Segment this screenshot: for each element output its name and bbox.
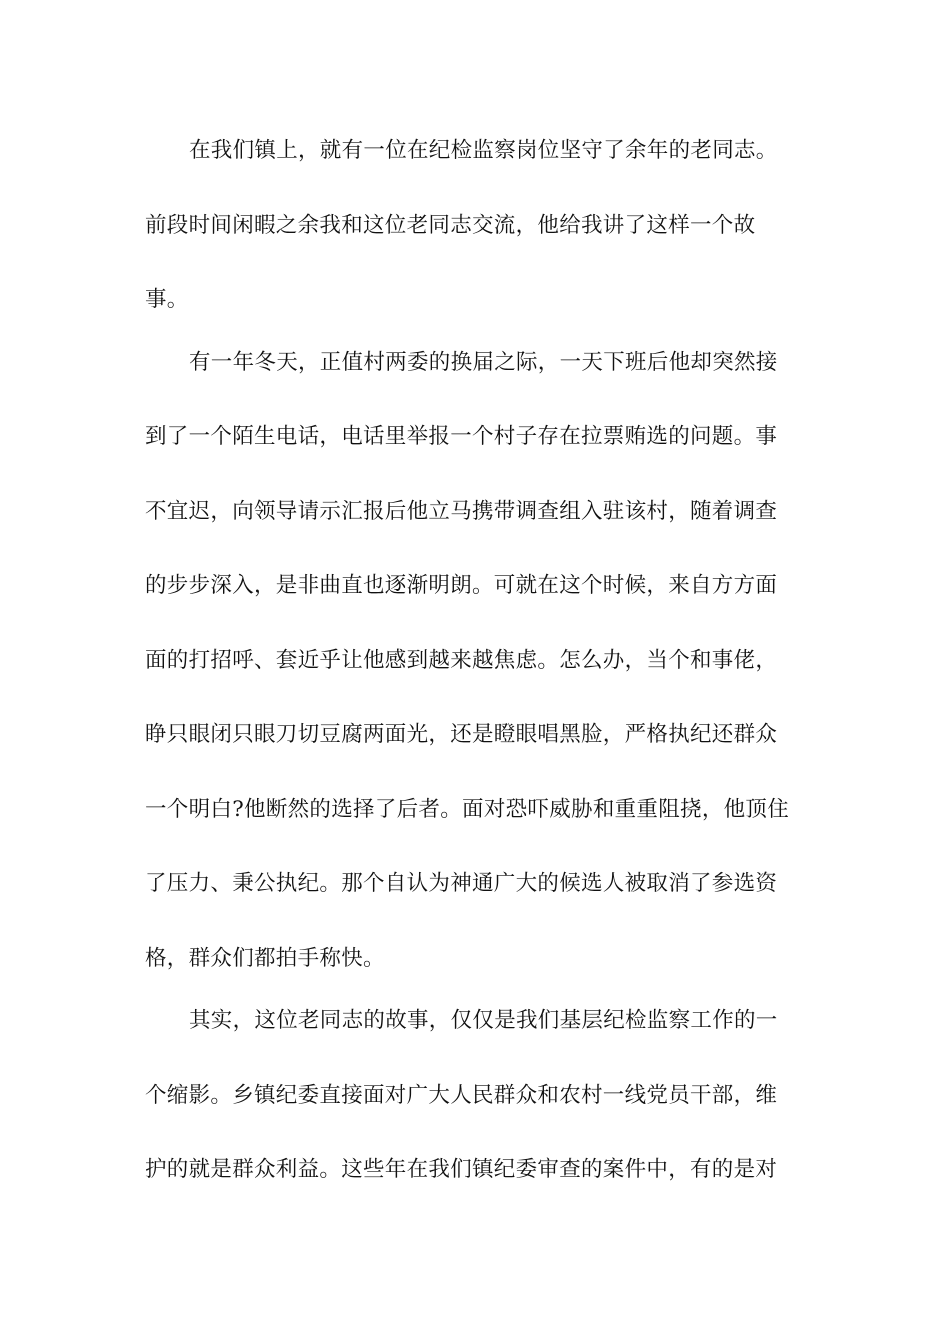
- text-line: 有一年冬天，正值村两委的换届之际，一天下班后他却突然接: [189, 350, 778, 375]
- text-line: 护的就是群众利益。这些年在我们镇纪委审查的案件中，有的是对: [145, 1157, 778, 1182]
- text-line: 不宜迟，向领导请示汇报后他立马携带调查组入驻该村，随着调查: [145, 499, 778, 524]
- text-line: 一个明白?他断然的选择了后者。面对恐吓威胁和重重阻挠，他顶住: [145, 797, 790, 822]
- text-line: 其实，这位老同志的故事，仅仅是我们基层纪检监察工作的一: [189, 1008, 778, 1033]
- text-line: 睁只眼闭只眼刀切豆腐两面光，还是瞪眼唱黑脸，严格执纪还群众: [145, 722, 778, 747]
- text-line: 格，群众们都拍手称快。: [145, 946, 385, 971]
- text-line: 在我们镇上，就有一位在纪检监察岗位坚守了余年的老同志。: [189, 138, 778, 163]
- text-line: 了压力、秉公执纪。那个自认为神通广大的候选人被取消了参选资: [145, 871, 778, 896]
- text-line: 个缩影。乡镇纪委直接面对广大人民群众和农村一线党员干部，维: [145, 1083, 778, 1108]
- text-line: 的步步深入，是非曲直也逐渐明朗。可就在这个时候，来自方方面: [145, 573, 778, 598]
- text-line: 前段时间闲暇之余我和这位老同志交流，他给我讲了这样一个故: [145, 213, 756, 238]
- text-line: 事。: [145, 287, 189, 312]
- text-line: 面的打招呼、套近乎让他感到越来越焦虑。怎么办，当个和事佬，: [145, 648, 778, 673]
- text-line: 到了一个陌生电话，电话里举报一个村子存在拉票贿选的问题。事: [145, 424, 778, 449]
